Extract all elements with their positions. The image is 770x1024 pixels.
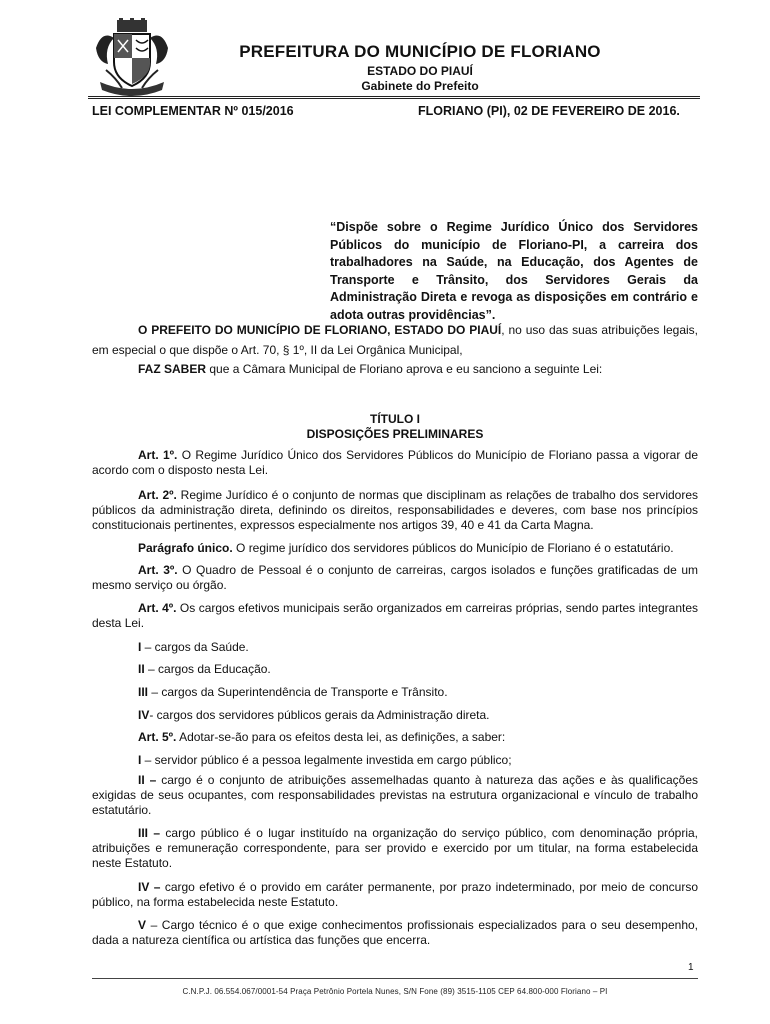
article-5-item-2 [92,773,698,818]
enactment-text: que a Câmara Municipal de Floriano aprova e eu sanciono a seguinte Lei: [206,362,603,376]
item-lead: III [138,685,149,699]
article-lead: Parágrafo único. [138,541,233,555]
enactment-lead: FAZ SABER [138,362,207,376]
item-lead: IV [138,708,150,722]
article-2-sole-paragraph [92,541,698,556]
article-text: O regime jurídico dos servidores públicos do Município de Floriano é o estatutário. [232,541,674,555]
item-lead: IV – [138,880,161,894]
article-5-item-3 [92,826,698,871]
title-subheading: DISPOSIÇÕES PRELIMINARES [306,427,484,441]
law-number: LEI COMPLEMENTAR Nº 015/2016 [92,104,294,118]
law-summary: “Dispõe sobre o Regime Jurídico Único dos Servidores Públicos do município de Floriano-PI, a carreira dos trabalhadores na Saúde, na Educação, dos Agentes de Transporte e Trânsito, dos Servidores Gerais da Administração Direta e revoga as disposições em contrário e adota outras providências”. [330,220,698,322]
article-5-item-4 [92,880,698,910]
item-text: cargo é o conjunto de atribuições assemelhadas quanto à natureza das ações e às qualificações exigidas de seus ocupantes, com responsabilidades previstas na estrutura organizacional e vínculo de trabalho estatutário. [92,773,698,817]
item-lead: I [138,640,142,654]
item-text: – cargos da Educação. [144,662,271,676]
state-name: ESTADO DO PIAUÍ [367,64,473,78]
article-1 [92,448,698,478]
article-4-item-1 [92,640,698,655]
article-4-item-4 [92,708,698,723]
article-4-item-3 [92,685,698,700]
footer-divider [92,978,698,979]
header-divider [88,96,700,97]
item-lead: I [138,753,142,767]
preamble [92,320,698,360]
item-text: – cargos da Saúde. [141,640,249,654]
page-number: 1 [688,962,694,973]
article-2 [92,488,698,533]
article-text: O Regime Jurídico Único dos Servidores Públicos do Município de Floriano passa a vigorar de acordo com o disposto nesta Lei. [92,448,699,477]
header-divider-secondary [88,98,700,99]
item-text: – servidor público é a pessoa legalmente investida em cargo público; [141,753,512,767]
municipality-title: PREFEITURA DO MUNICÍPIO DE FLORIANO [239,42,601,61]
law-place-date: FLORIANO (PI), 02 DE FEVEREIRO DE 2016. [418,104,680,118]
article-5-item-5 [92,918,698,948]
title-heading: TÍTULO I [370,412,420,426]
article-text: Os cargos efetivos municipais serão organizados em carreiras próprias, sendo partes integrantes desta Lei. [92,601,698,630]
item-lead: V [138,918,147,932]
item-text: cargo público é o lugar instituído na organização do serviço público, com denominação própria, atribuições e remuneração correspondente, para ser provido e exercido por um titular, na forma estabelecida neste Estatuto. [92,826,699,870]
article-lead: Art. 3º. [138,563,178,577]
article-lead: Art. 2º. [138,488,177,502]
item-lead: III – [138,826,161,840]
item-text: cargo efetivo é o provido em caráter permanente, por prazo indeterminado, por meio de concurso público, na forma estabelecida neste Estatuto. [92,880,698,909]
article-text: Regime Jurídico é o conjunto de normas que disciplinam as relações de trabalho dos servidores públicos da administração direta, definindo os direitos, responsabilidades e deveres, com base nos princípios constitucionais pertinentes, expressos especialmente nos artigos 39, 40 e 41 da Carta Magna. [92,488,699,532]
article-text: Adotar-se-ão para os efeitos desta lei, as definições, a saber: [176,730,506,744]
article-lead: Art. 1º. [138,448,178,462]
article-3 [92,563,698,593]
enactment-clause [92,362,698,377]
office-name: Gabinete do Prefeito [361,79,479,93]
item-lead: II [138,662,145,676]
item-text: - cargos dos servidores públicos gerais da Administração direta. [149,708,490,722]
article-4-item-2 [92,662,698,677]
footer-address: C.N.P.J. 06.554.067/0001-54 Praça Petrônio Portela Nunes, S/N Fone (89) 3515-1105 CEP 64.800-000 Floriano – PI [182,987,608,996]
article-lead: Art. 4º. [138,601,177,615]
item-text: – cargos da Superintendência de Transporte e Trânsito. [148,685,448,699]
article-text: O Quadro de Pessoal é o conjunto de carreiras, cargos isolados e funções gratificadas de um mesmo serviço ou órgão. [92,563,698,592]
item-text: – Cargo técnico é o que exige conhecimentos profissionais especializados para o seu desempenho, dada a natureza científica ou artística das funções que encerra. [92,918,698,947]
preamble-lead: O PREFEITO DO MUNICÍPIO DE FLORIANO, ESTADO DO PIAUÍ [138,323,502,337]
article-5-item-1 [92,753,698,768]
article-lead: Art. 5º. [138,730,177,744]
item-lead: II – [138,773,157,787]
preamble-text: , no uso das suas atribuições legais, em especial o que dispõe o Art. 70, § 1º, II da Lei Orgânica Municipal, [92,323,698,357]
article-4 [92,601,698,631]
coat-of-arms-logo [92,18,172,96]
article-5 [92,730,698,745]
